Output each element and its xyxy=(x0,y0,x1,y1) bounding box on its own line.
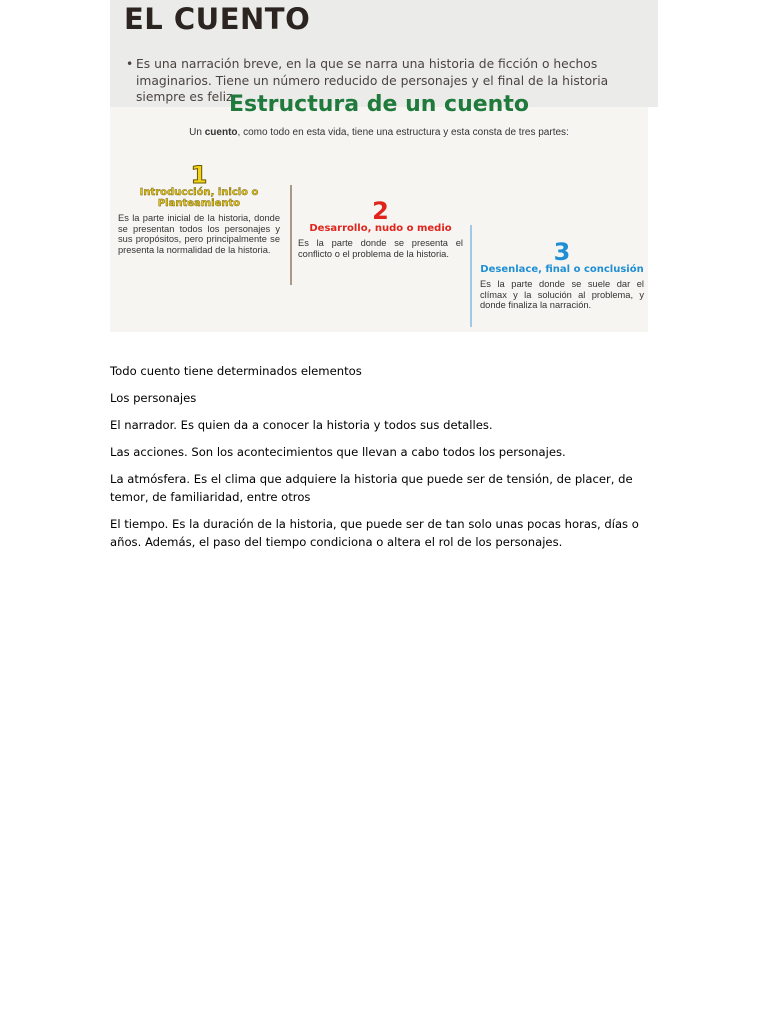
divider-line xyxy=(290,185,292,285)
document-body xyxy=(110,362,650,560)
paragraph: Los personajes xyxy=(110,391,197,405)
part-title: Introducción, inicio o Planteamiento xyxy=(139,187,259,209)
part-number: 1 xyxy=(190,161,208,189)
part-description: Es la parte inicial de la historia, donde se presentan todos los personajes y sus propósitos, pero principalmente se presenta la normalidad de la historia. xyxy=(118,213,280,255)
paragraph: El tiempo. Es la duración de la historia, que puede ser de tan solo unas pocas horas, días o años. Además, el paso del tiempo condiciona o altera el rol de los personajes. xyxy=(110,517,639,549)
part-number: 2 xyxy=(372,197,389,225)
part-introduction xyxy=(118,163,280,255)
story-structure-image xyxy=(110,92,648,332)
paragraph: Las acciones. Son los acontecimientos que llevan a cabo todos los personajes. xyxy=(110,445,566,459)
part-conclusion xyxy=(480,240,644,311)
part-description: Es la parte donde se presenta el conflicto o el problema de la historia. xyxy=(298,238,463,259)
part-title: Desarrollo, nudo o medio xyxy=(309,223,452,234)
paragraph: El narrador. Es quien da a conocer la historia y todos sus detalles. xyxy=(110,418,493,432)
part-number: 3 xyxy=(553,238,571,266)
paragraph: La atmósfera. Es el clima que adquiere la historia que puede ser de tensión, de placer, de temor, de familiaridad, entre otros xyxy=(110,472,633,504)
part-description: Es la parte donde se suele dar el clímax y la solución al problema, y donde finaliza la narración. xyxy=(480,279,644,310)
bullet-mark: • xyxy=(126,57,134,71)
structure-intro: Un cuento, como todo en esta vida, tiene una estructura y esta consta de tres partes: xyxy=(189,127,569,138)
banner-title: EL CUENTO xyxy=(124,2,311,36)
structure-heading: Estructura de un cuento xyxy=(229,92,529,117)
banner-definition-text: Es una narración breve, en la que se narra una historia de ficción o hechos imaginarios. Tiene un número reducido de personajes y el final de la historia siempre es feliz. xyxy=(136,57,609,104)
part-development xyxy=(298,199,463,259)
paragraph: Todo cuento tiene determinados elementos xyxy=(110,364,362,378)
title-banner-image xyxy=(110,0,658,107)
divider-line xyxy=(470,225,472,327)
part-title: Desenlace, final o conclusión xyxy=(480,264,644,275)
